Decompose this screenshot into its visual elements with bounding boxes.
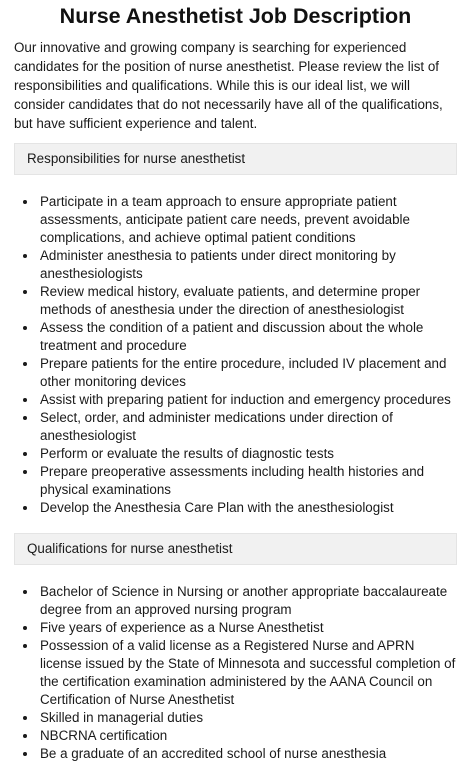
list-item: • Skilled in managerial duties	[38, 709, 457, 727]
list-item: • Prepare preoperative assessments including health histories and physical examinations	[38, 463, 457, 499]
list-item: • Participate in a team approach to ensure appropriate patient assessments, anticipate patient care needs, prevent avoidable complications, and achieve optimal patient conditions	[38, 193, 457, 247]
list-item: • Prepare patients for the entire procedure, included IV placement and other monitoring devices	[38, 355, 457, 391]
list-item: • Be a graduate of an accredited school of nurse anesthesia	[38, 745, 457, 763]
qualifications-list	[14, 583, 457, 763]
list-item: • Develop the Anesthesia Care Plan with the anesthesiologist	[38, 499, 457, 517]
list-item: • Assist with preparing patient for induction and emergency procedures	[38, 391, 457, 409]
qualifications-heading: Qualifications for nurse anesthetist	[14, 533, 457, 565]
list-item: • Assess the condition of a patient and discussion about the whole treatment and procedure	[38, 319, 457, 355]
list-item: • Possession of a valid license as a Registered Nurse and APRN license issued by the State of Minnesota and successful completion of the certification examination administered by the AANA Council on Certification of Nurse Anesthetist	[38, 637, 457, 709]
page-title: Nurse Anesthetist Job Description	[59, 4, 412, 28]
list-item: • NBCRNA certification	[38, 727, 457, 745]
list-item: • Administer anesthesia to patients under direct monitoring by anesthesiologists	[38, 247, 457, 283]
responsibilities-list	[14, 193, 457, 517]
list-item: • Five years of experience as a Nurse Anesthetist	[38, 619, 457, 637]
list-item: • Bachelor of Science in Nursing or another appropriate baccalaureate degree from an approved nursing program	[38, 583, 457, 619]
list-item: • Perform or evaluate the results of diagnostic tests	[38, 445, 457, 463]
list-item: • Review medical history, evaluate patients, and determine proper methods of anesthesia under the direction of anesthesiologist	[38, 283, 457, 319]
responsibilities-heading: Responsibilities for nurse anesthetist	[14, 143, 457, 175]
intro-paragraph: Our innovative and growing company is searching for experienced candidates for the position of nurse anesthetist. Please review the list of responsibilities and qualifications. While this is our ideal list, we will consider candidates that do not necessarily have all of the qualifications, but have sufficient experience and talent.	[14, 40, 443, 131]
list-item: • Select, order, and administer medications under direction of anesthesiologist	[38, 409, 457, 445]
